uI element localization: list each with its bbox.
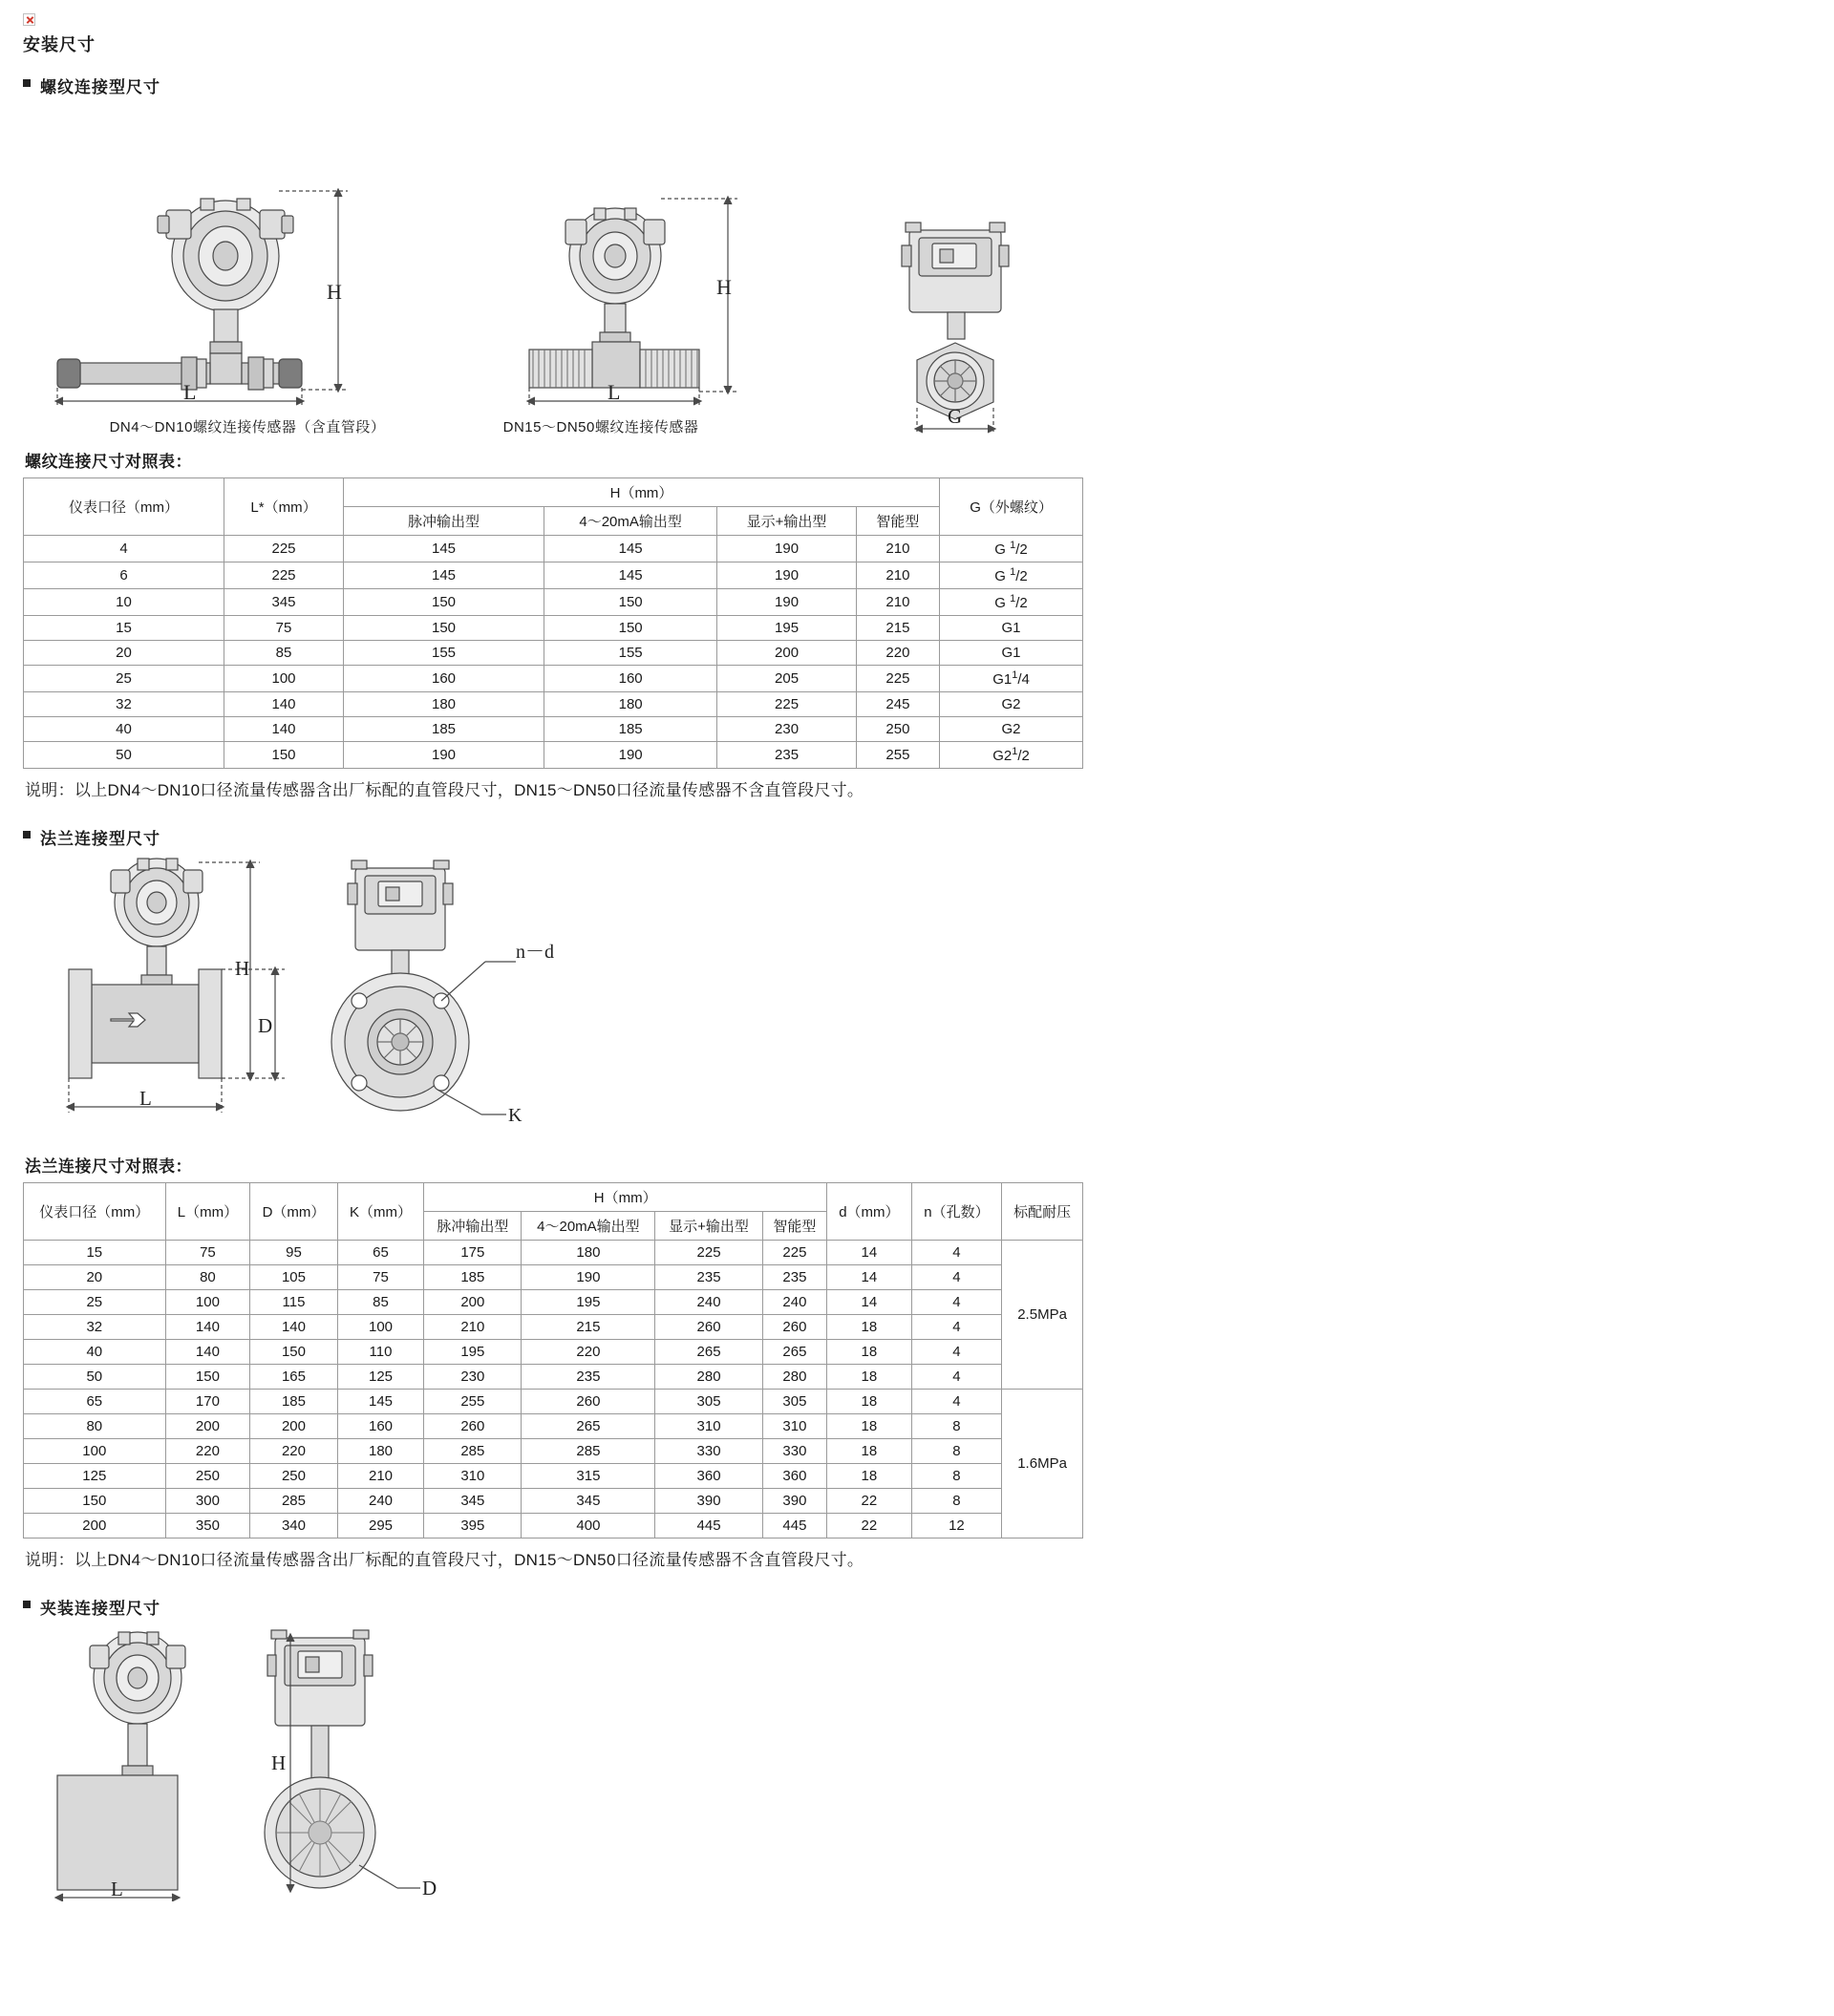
flange-table-caption: 法兰连接尺寸对照表：	[25, 1157, 192, 1176]
cell-pressure: 2.5MPa	[1002, 1241, 1083, 1390]
cell-dn: 20	[24, 1265, 166, 1290]
cell-dn: 20	[24, 641, 224, 666]
cell-ma: 180	[522, 1241, 655, 1265]
figure-flange-side	[23, 855, 319, 1141]
cell-ma: 185	[544, 717, 717, 742]
cell-ma: 150	[544, 616, 717, 641]
cell-ma: 145	[544, 536, 717, 562]
table-row	[24, 1365, 1083, 1390]
table-row	[24, 1265, 1083, 1290]
cell-K: 110	[337, 1340, 424, 1365]
cell-smart: 245	[856, 692, 939, 717]
cell-d: 18	[827, 1414, 912, 1439]
table-row	[24, 1489, 1083, 1514]
cell-pulse: 145	[344, 536, 544, 562]
cell-smart: 225	[856, 666, 939, 692]
cell-ma: 215	[522, 1315, 655, 1340]
cell-smart: 445	[762, 1514, 826, 1539]
cell-smart: 265	[762, 1340, 826, 1365]
cell-K: 125	[337, 1365, 424, 1390]
cell-disp: 200	[717, 641, 857, 666]
dim-label-G: G	[948, 405, 963, 428]
cell-D: 95	[250, 1241, 338, 1265]
cell-disp: 190	[717, 589, 857, 616]
cell-disp: 305	[655, 1390, 762, 1414]
cell-D: 105	[250, 1265, 338, 1290]
dim-label-D: D	[258, 1014, 273, 1037]
page-title: 安装尺寸	[23, 35, 96, 54]
cell-disp: 260	[655, 1315, 762, 1340]
cell-K: 75	[337, 1265, 424, 1290]
col-display: 显示+输出型	[717, 507, 857, 536]
cell-ma: 145	[544, 562, 717, 589]
cell-n: 4	[911, 1265, 1001, 1290]
cell-disp: 190	[717, 536, 857, 562]
cell-d: 14	[827, 1265, 912, 1290]
cell-ma: 155	[544, 641, 717, 666]
cell-disp: 235	[717, 742, 857, 769]
cell-K: 240	[337, 1489, 424, 1514]
cell-dn: 25	[24, 1290, 166, 1315]
cell-thread-size: G $^1$/2	[940, 536, 1083, 562]
cell-ma: 260	[522, 1390, 655, 1414]
cell-disp: 310	[655, 1414, 762, 1439]
cell-dn: 15	[24, 1241, 166, 1265]
col-D: D（mm）	[250, 1183, 338, 1241]
flange-dimensions-table	[23, 1182, 1083, 1539]
cell-L: 140	[165, 1340, 250, 1365]
cell-n: 4	[911, 1340, 1001, 1365]
table-row	[24, 641, 1083, 666]
cell-D: 285	[250, 1489, 338, 1514]
cell-L: 225	[224, 536, 344, 562]
cell-D: 150	[250, 1340, 338, 1365]
dim-label-L: L	[183, 380, 197, 404]
cell-L: 250	[165, 1464, 250, 1489]
cell-thread-size: $G1^1/4$	[940, 666, 1083, 692]
cell-disp: 225	[717, 692, 857, 717]
cell-dn: 50	[24, 742, 224, 769]
broken-image-icon	[23, 13, 35, 26]
cell-D: 165	[250, 1365, 338, 1390]
table-row	[24, 1315, 1083, 1340]
cell-smart: 280	[762, 1365, 826, 1390]
section-heading-clamp: 夹装连接型尺寸	[23, 1595, 1834, 1619]
cell-disp: 360	[655, 1464, 762, 1489]
figure-thread-endview	[873, 131, 1064, 436]
dim-label-L: L	[139, 1087, 152, 1110]
cell-pulse: 255	[424, 1390, 522, 1414]
table-row	[24, 1439, 1083, 1464]
col-L: L*（mm）	[224, 478, 344, 536]
dim-label-L: L	[608, 380, 621, 404]
col-group-H: H（mm）	[344, 478, 940, 507]
figure-flange-front	[319, 855, 606, 1141]
cell-d: 14	[827, 1241, 912, 1265]
table-row	[24, 1414, 1083, 1439]
cell-K: 295	[337, 1514, 424, 1539]
cell-L: 140	[224, 717, 344, 742]
cell-ma: 190	[544, 742, 717, 769]
cell-smart: 240	[762, 1290, 826, 1315]
cell-D: 140	[250, 1315, 338, 1340]
cell-smart: 210	[856, 589, 939, 616]
thread-dimensions-table	[23, 477, 1083, 769]
col-L: L（mm）	[165, 1183, 250, 1241]
cell-pulse: 195	[424, 1340, 522, 1365]
cell-pulse: 285	[424, 1439, 522, 1464]
dim-label-L: L	[111, 1878, 123, 1900]
cell-ma: 180	[544, 692, 717, 717]
cell-disp: 445	[655, 1514, 762, 1539]
cell-ma: 285	[522, 1439, 655, 1464]
cell-L: 75	[165, 1241, 250, 1265]
cell-L: 85	[224, 641, 344, 666]
dim-label-n-d: n－d	[516, 942, 554, 963]
cell-pulse: 150	[344, 589, 544, 616]
cell-ma: 235	[522, 1365, 655, 1390]
cell-smart: 225	[762, 1241, 826, 1265]
cell-smart: 390	[762, 1489, 826, 1514]
cell-n: 8	[911, 1489, 1001, 1514]
cell-K: 65	[337, 1241, 424, 1265]
col-smart: 智能型	[762, 1212, 826, 1241]
col-smart: 智能型	[856, 507, 939, 536]
cell-L: 140	[224, 692, 344, 717]
cell-smart: 260	[762, 1315, 826, 1340]
cell-disp: 330	[655, 1439, 762, 1464]
figure-thread-small	[23, 103, 472, 436]
cell-L: 140	[165, 1315, 250, 1340]
cell-ma: 265	[522, 1414, 655, 1439]
cell-d: 18	[827, 1365, 912, 1390]
cell-smart: 255	[856, 742, 939, 769]
cell-smart: 360	[762, 1464, 826, 1489]
cell-K: 100	[337, 1315, 424, 1340]
col-n: n（孔数）	[911, 1183, 1001, 1241]
dim-label-H: H	[271, 1751, 287, 1774]
cell-D: 250	[250, 1464, 338, 1489]
cell-smart: 250	[856, 717, 939, 742]
table-row	[24, 616, 1083, 641]
cell-pulse: 210	[424, 1315, 522, 1340]
cell-smart: 330	[762, 1439, 826, 1464]
cell-disp: 240	[655, 1290, 762, 1315]
cell-D: 115	[250, 1290, 338, 1315]
cell-thread-size: G2	[940, 692, 1083, 717]
cell-dn: 15	[24, 616, 224, 641]
table-row	[24, 1340, 1083, 1365]
cell-dn: 125	[24, 1464, 166, 1489]
cell-L: 345	[224, 589, 344, 616]
col-K: K（mm）	[337, 1183, 424, 1241]
cell-dn: 32	[24, 1315, 166, 1340]
figure-group-clamp	[23, 1624, 1834, 1901]
cell-pulse: 160	[344, 666, 544, 692]
cell-thread-size: G $^1$/2	[940, 589, 1083, 616]
figure-group-flange	[23, 855, 1834, 1141]
cell-L: 225	[224, 562, 344, 589]
dim-label-H: H	[716, 275, 732, 299]
cell-L: 150	[165, 1365, 250, 1390]
cell-L: 350	[165, 1514, 250, 1539]
cell-disp: 195	[717, 616, 857, 641]
cell-pulse: 395	[424, 1514, 522, 1539]
table-row	[24, 1241, 1083, 1265]
dim-label-K: K	[508, 1105, 522, 1126]
section-heading-flange: 法兰连接型尺寸	[23, 825, 1834, 849]
table-row	[24, 562, 1083, 589]
cell-dn: 200	[24, 1514, 166, 1539]
cell-dn: 40	[24, 717, 224, 742]
cell-d: 18	[827, 1464, 912, 1489]
figure-clamp-side	[23, 1624, 262, 1901]
cell-L: 80	[165, 1265, 250, 1290]
thread-table-caption: 螺纹连接尺寸对照表：	[25, 453, 192, 471]
cell-pulse: 175	[424, 1241, 522, 1265]
cell-pulse: 180	[344, 692, 544, 717]
col-dn: 仪表口径（mm）	[24, 478, 224, 536]
cell-smart: 310	[762, 1414, 826, 1439]
cell-pulse: 310	[424, 1464, 522, 1489]
cell-pressure: 1.6MPa	[1002, 1390, 1083, 1539]
thread-table-note: 说明：以上DN4～DN10口径流量传感器含出厂标配的直管段尺寸，DN15～DN50口径流量传感器不含直管段尺寸。	[25, 781, 864, 799]
cell-n: 4	[911, 1315, 1001, 1340]
cell-d: 14	[827, 1290, 912, 1315]
cell-n: 4	[911, 1365, 1001, 1390]
cell-d: 18	[827, 1390, 912, 1414]
col-display: 显示+输出型	[655, 1212, 762, 1241]
table-row	[24, 1390, 1083, 1414]
cell-disp: 225	[655, 1241, 762, 1265]
figure-caption-thread-small: DN4～DN10螺纹连接传感器（含直管段）	[109, 419, 386, 435]
cell-K: 160	[337, 1414, 424, 1439]
cell-dn: 50	[24, 1365, 166, 1390]
table-row	[24, 666, 1083, 692]
cell-d: 18	[827, 1315, 912, 1340]
col-d: d（mm）	[827, 1183, 912, 1241]
cell-K: 210	[337, 1464, 424, 1489]
cell-ma: 190	[522, 1265, 655, 1290]
cell-dn: 25	[24, 666, 224, 692]
table-row	[24, 589, 1083, 616]
cell-dn: 100	[24, 1439, 166, 1464]
cell-n: 4	[911, 1390, 1001, 1414]
cell-smart: 215	[856, 616, 939, 641]
cell-ma: 400	[522, 1514, 655, 1539]
col-dn: 仪表口径（mm）	[24, 1183, 166, 1241]
col-G: G（外螺纹）	[940, 478, 1083, 536]
cell-smart: 305	[762, 1390, 826, 1414]
dim-label-D: D	[422, 1877, 437, 1899]
cell-disp: 265	[655, 1340, 762, 1365]
cell-d: 18	[827, 1439, 912, 1464]
cell-n: 8	[911, 1464, 1001, 1489]
table-row	[24, 742, 1083, 769]
cell-d: 22	[827, 1489, 912, 1514]
cell-dn: 32	[24, 692, 224, 717]
cell-ma: 195	[522, 1290, 655, 1315]
cell-dn: 40	[24, 1340, 166, 1365]
cell-thread-size: G2	[940, 717, 1083, 742]
cell-pulse: 145	[344, 562, 544, 589]
cell-smart: 210	[856, 562, 939, 589]
cell-d: 18	[827, 1340, 912, 1365]
cell-thread-size: G1	[940, 641, 1083, 666]
cell-pulse: 185	[424, 1265, 522, 1290]
cell-D: 340	[250, 1514, 338, 1539]
cell-L: 170	[165, 1390, 250, 1414]
cell-d: 22	[827, 1514, 912, 1539]
cell-D: 220	[250, 1439, 338, 1464]
cell-L: 75	[224, 616, 344, 641]
cell-disp: 235	[655, 1265, 762, 1290]
cell-disp: 205	[717, 666, 857, 692]
cell-ma: 160	[544, 666, 717, 692]
cell-thread-size: G1	[940, 616, 1083, 641]
cell-L: 200	[165, 1414, 250, 1439]
cell-dn: 65	[24, 1390, 166, 1414]
cell-L: 300	[165, 1489, 250, 1514]
cell-pulse: 185	[344, 717, 544, 742]
cell-pulse: 200	[424, 1290, 522, 1315]
cell-pulse: 345	[424, 1489, 522, 1514]
cell-L: 100	[165, 1290, 250, 1315]
cell-D: 185	[250, 1390, 338, 1414]
cell-n: 8	[911, 1439, 1001, 1464]
cell-pulse: 190	[344, 742, 544, 769]
cell-pulse: 150	[344, 616, 544, 641]
col-ma: 4～20mA输出型	[522, 1212, 655, 1241]
cell-dn: 4	[24, 536, 224, 562]
cell-K: 180	[337, 1439, 424, 1464]
cell-pulse: 155	[344, 641, 544, 666]
dim-label-H: H	[327, 280, 342, 304]
figure-clamp-H-dim	[262, 1624, 319, 1901]
cell-ma: 150	[544, 589, 717, 616]
cell-n: 12	[911, 1514, 1001, 1539]
col-pressure: 标配耐压	[1002, 1183, 1083, 1241]
col-pulse: 脉冲输出型	[344, 507, 544, 536]
cell-dn: 150	[24, 1489, 166, 1514]
figure-group-thread	[23, 103, 1834, 436]
col-group-H: H（mm）	[424, 1183, 827, 1212]
cell-K: 85	[337, 1290, 424, 1315]
section-heading-thread: 螺纹连接型尺寸	[23, 74, 1834, 97]
cell-ma: 220	[522, 1340, 655, 1365]
flange-table-note: 说明：以上DN4～DN10口径流量传感器含出厂标配的直管段尺寸，DN15～DN50口径流量传感器不含直管段尺寸。	[25, 1551, 864, 1569]
cell-n: 4	[911, 1290, 1001, 1315]
table-row	[24, 536, 1083, 562]
cell-dn: 10	[24, 589, 224, 616]
cell-thread-size: $G2^1/2$	[940, 742, 1083, 769]
cell-thread-size: G $^1$/2	[940, 562, 1083, 589]
figure-caption-thread-large: DN15～DN50螺纹连接传感器	[502, 419, 699, 435]
table-row	[24, 717, 1083, 742]
col-pulse: 脉冲输出型	[424, 1212, 522, 1241]
cell-smart: 210	[856, 536, 939, 562]
cell-pulse: 230	[424, 1365, 522, 1390]
table-row	[24, 1514, 1083, 1539]
cell-disp: 280	[655, 1365, 762, 1390]
cell-L: 220	[165, 1439, 250, 1464]
cell-ma: 315	[522, 1464, 655, 1489]
dim-label-H: H	[235, 957, 250, 980]
cell-D: 200	[250, 1414, 338, 1439]
cell-disp: 190	[717, 562, 857, 589]
cell-dn: 6	[24, 562, 224, 589]
cell-dn: 80	[24, 1414, 166, 1439]
cell-n: 4	[911, 1241, 1001, 1265]
cell-L: 100	[224, 666, 344, 692]
cell-smart: 220	[856, 641, 939, 666]
table-row	[24, 1290, 1083, 1315]
cell-L: 150	[224, 742, 344, 769]
cell-smart: 235	[762, 1265, 826, 1290]
figure-thread-large	[472, 103, 873, 436]
table-row	[24, 692, 1083, 717]
cell-K: 145	[337, 1390, 424, 1414]
cell-disp: 390	[655, 1489, 762, 1514]
col-ma: 4～20mA输出型	[544, 507, 717, 536]
cell-pulse: 260	[424, 1414, 522, 1439]
cell-ma: 345	[522, 1489, 655, 1514]
cell-disp: 230	[717, 717, 857, 742]
table-row	[24, 1464, 1083, 1489]
cell-n: 8	[911, 1414, 1001, 1439]
